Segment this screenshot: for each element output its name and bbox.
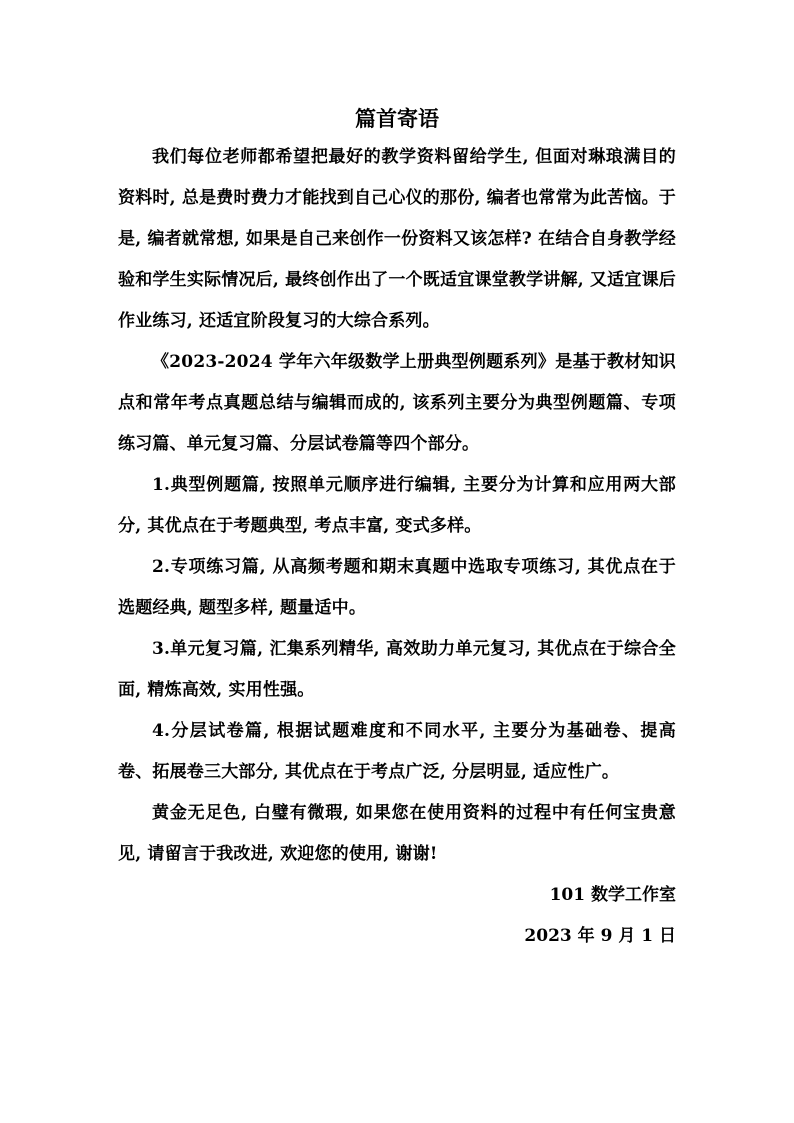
document-title: 篇首寄语 [355,106,439,131]
paragraph-series-overview: 《2023-2024 学年六年级数学上册典型例题系列》是基于教材知识点和常年考点真题总结与编辑而成的, 该系列主要分为典型例题篇、专项练习篇、单元复习篇、分层试卷篇等四个部分。 [118,352,676,454]
paragraph-section-2: 2.专项练习篇, 从高频考题和期末真题中选取专项练习, 其优点在于选题经典, 题型多样, 题量适中。 [118,557,676,618]
date: 2023 年 9 月 1 日 [524,926,676,946]
paragraph-section-4: 4.分层试卷篇, 根据试题难度和不同水平, 主要分为基础卷、提高卷、拓展卷三大部分, 其优点在于考点广泛, 分层明显, 适应性广。 [118,721,676,782]
document-page [118,101,676,957]
paragraph-intro: 我们每位老师都希望把最好的教学资料留给学生, 但面对琳琅满目的资料时, 总是费时费力才能找到自己心仪的那份, 编者也常常为此苦恼。于是, 编者就常想, 如果是自己来创作一份资料又该怎样? 在结合自身教学经验和学生实际情况后, 最终创作出了一个既适宜课堂教学讲解, 又适宜课后作业练习, 还适宜阶段复习的大综合系列。 [118,147,676,331]
paragraph-section-3: 3.单元复习篇, 汇集系列精华, 高效助力单元复习, 其优点在于综合全面, 精炼高效, 实用性强。 [118,639,676,700]
signature: 101 数学工作室 [549,885,676,905]
paragraph-section-1: 1.典型例题篇, 按照单元顺序进行编辑, 主要分为计算和应用两大部分, 其优点在于考题典型, 考点丰富, 变式多样。 [118,475,676,536]
paragraph-closing: 黄金无足色, 白璧有微瑕, 如果您在使用资料的过程中有任何宝贵意见, 请留言于我改进, 欢迎您的使用, 谢谢! [118,803,676,864]
